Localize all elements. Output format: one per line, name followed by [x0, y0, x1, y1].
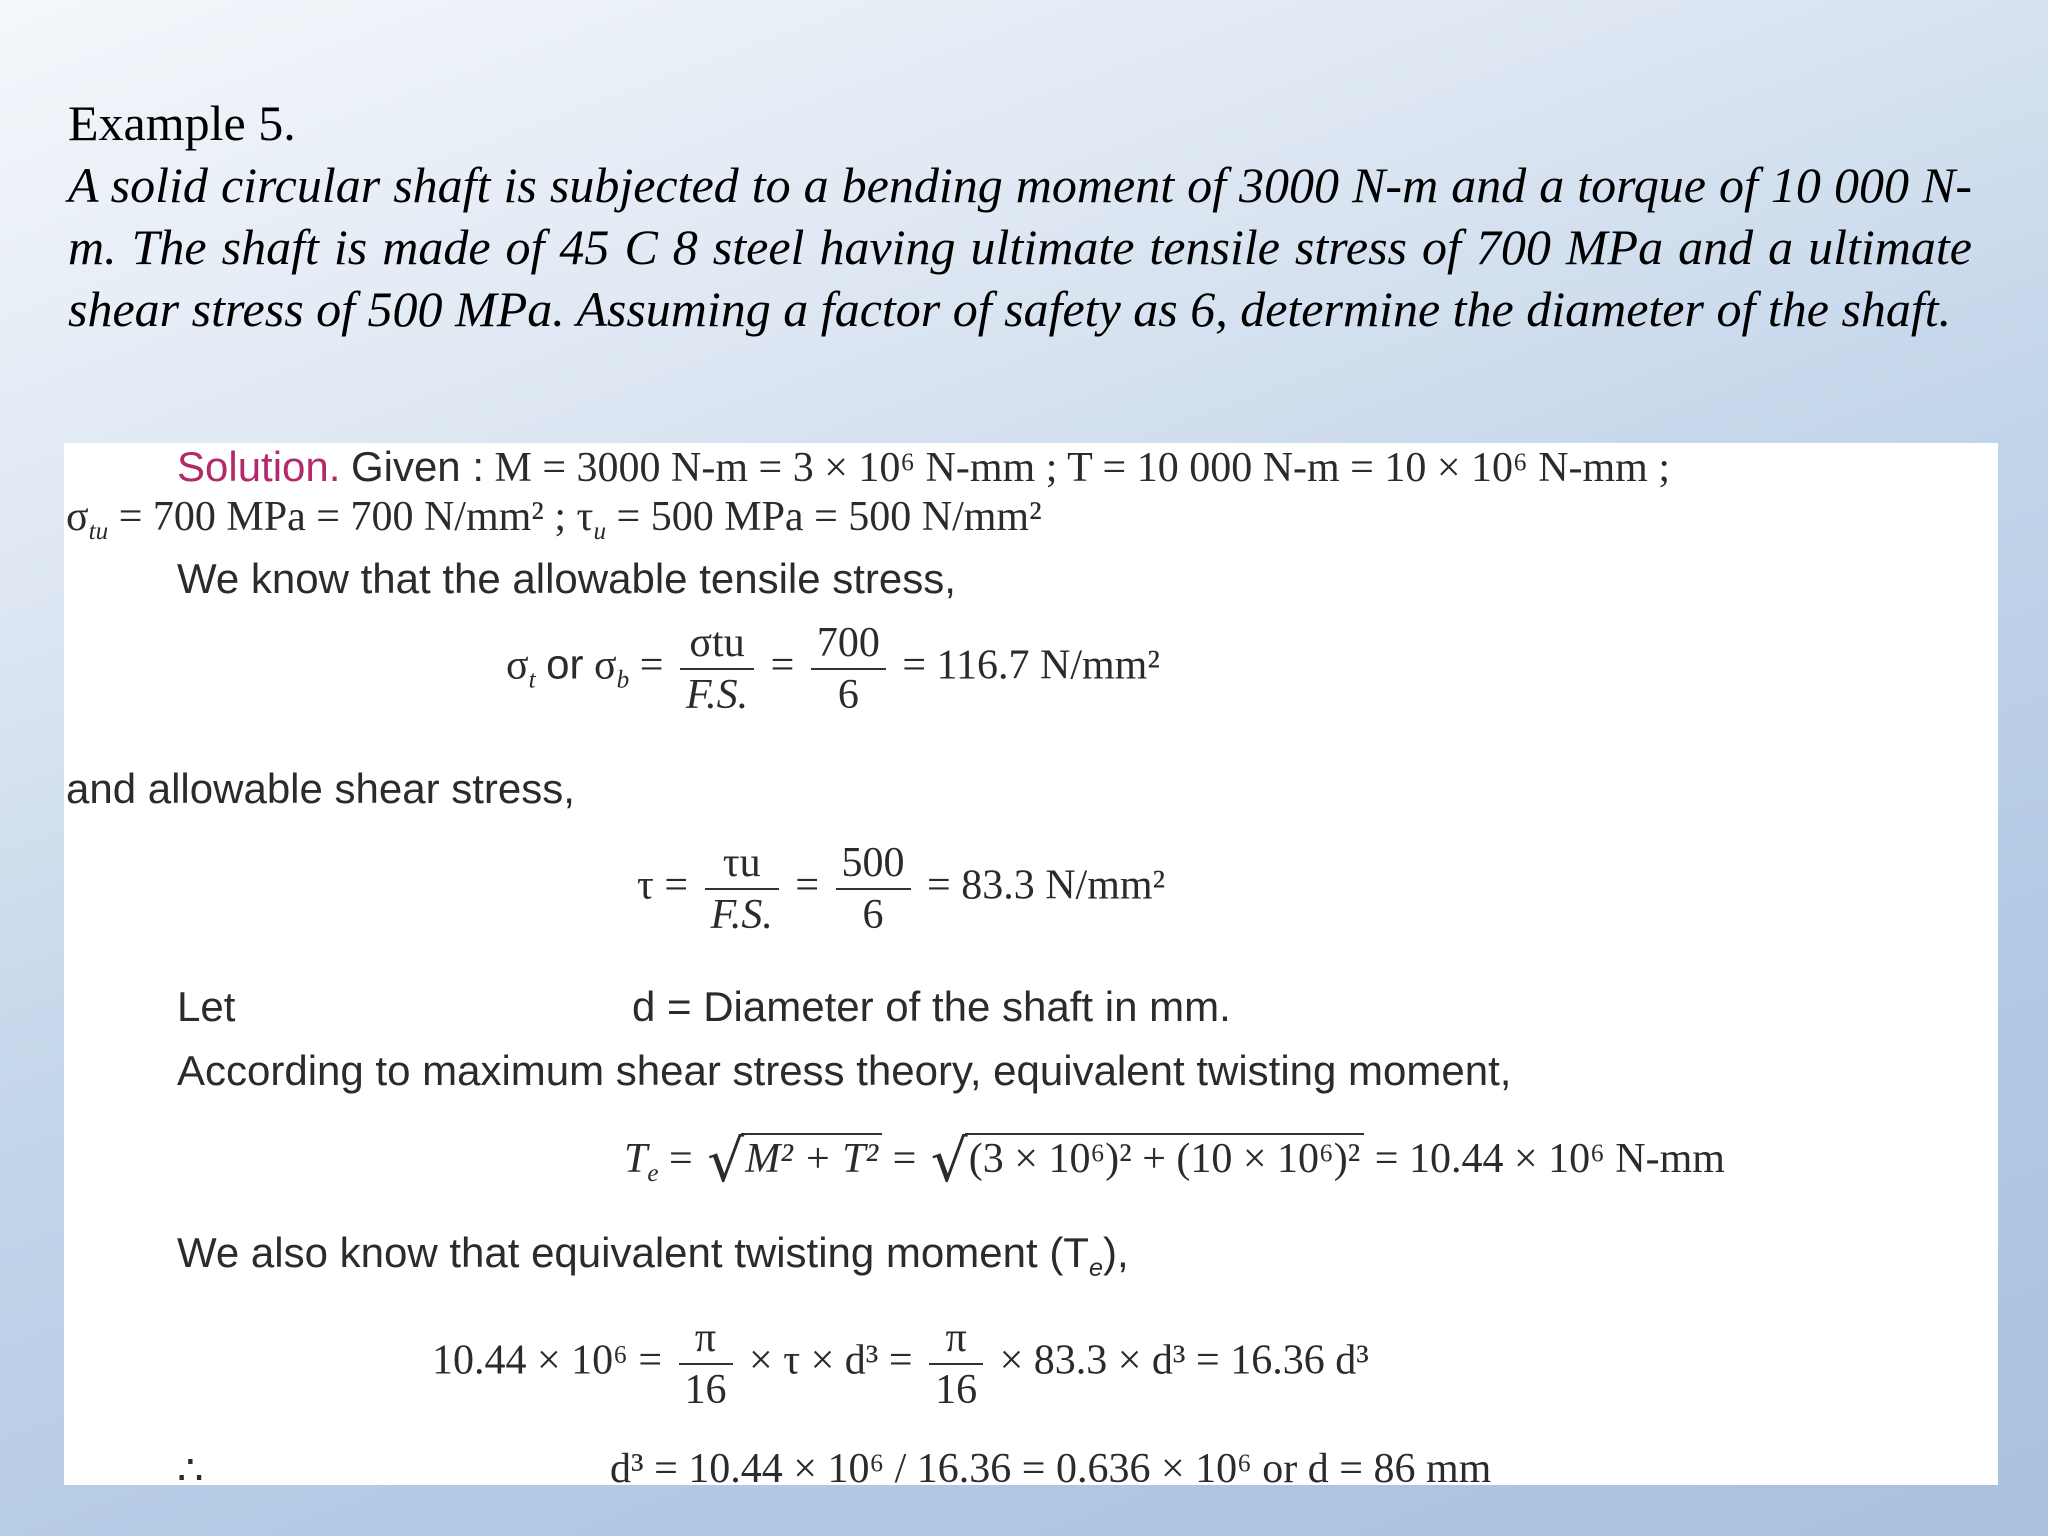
shear-equation	[637, 838, 1165, 940]
eq1-lhs: σ	[506, 642, 529, 689]
eq4-frac2-den: 16	[935, 1367, 978, 1413]
eq4-tail: × 83.3 × d³ = 16.36 d³	[999, 1337, 1369, 1384]
also-text: We also know that equivalent twisting moment (T	[177, 1229, 1089, 1276]
stress-values: = 700 MPa = 700 N/mm² ; τ	[118, 494, 594, 540]
let-definition: d = Diameter of the shaft in mm.	[632, 983, 1231, 1030]
eq2-equals: =	[664, 862, 689, 909]
eq2-fraction-1	[705, 838, 779, 940]
eq2-frac2-den: 6	[862, 892, 884, 938]
eq4-equals: =	[638, 1337, 663, 1384]
solution-image	[64, 443, 1998, 1485]
therefore-symbol: ∴	[177, 1448, 204, 1485]
eq4-frac1-num: π	[679, 1313, 733, 1365]
allowable-shear-line: and allowable shear stress,	[66, 765, 575, 812]
eq3-equals: =	[669, 1136, 693, 1182]
also-tail: ),	[1102, 1229, 1129, 1276]
given-word: Given :	[350, 443, 485, 490]
solution-label: Solution.	[177, 443, 341, 490]
given-line	[177, 443, 1670, 492]
eq3-sqrt-1: √ M² + T²	[707, 1133, 882, 1183]
eq1-sub-t: t	[528, 666, 536, 694]
also-line	[177, 1229, 1129, 1283]
eq4-mid: × τ × d³ =	[749, 1337, 913, 1384]
eq3-sqrt-2: √ (3 × 10⁶)² + (10 × 10⁶)²	[931, 1133, 1364, 1183]
tensile-equation	[506, 618, 1160, 720]
diameter-equation	[432, 1313, 1369, 1415]
eq4-frac1-den: 16	[684, 1367, 727, 1413]
eq1-or: or	[546, 640, 584, 688]
eq3-equals-2: =	[892, 1136, 917, 1182]
eq2-lhs: τ	[637, 862, 654, 909]
eq2-equals-2: =	[795, 862, 820, 909]
eq4-fraction-2	[929, 1313, 983, 1415]
eq1-equals: =	[639, 642, 664, 689]
eq1-equals-2: =	[770, 642, 795, 689]
stress-line	[66, 493, 1042, 546]
eq2-frac2-num: 500	[836, 838, 911, 890]
equivalent-moment-equation	[624, 1127, 1725, 1195]
eq1-result: = 116.7 N/mm²	[902, 642, 1160, 689]
problem-statement	[68, 92, 1972, 340]
let-label: Let	[177, 983, 236, 1030]
sigma-symbol: σ	[66, 494, 89, 540]
eq2-frac1-den: F.S.	[710, 892, 773, 938]
eq1-fraction-1	[680, 618, 754, 720]
eq4-fraction-1	[679, 1313, 733, 1415]
eq3-sqrt2-body: (3 × 10⁶)² + (10 × 10⁶)²	[965, 1133, 1364, 1183]
also-sub: e	[1088, 1253, 1103, 1282]
eq3-sqrt1-body: M² + T²	[741, 1133, 882, 1183]
eq1-fraction-2	[811, 618, 886, 720]
allowable-tensile-line: We know that the allowable tensile stress,	[177, 555, 956, 602]
eq1-frac2-den: 6	[837, 672, 859, 718]
eq3-result: = 10.44 × 10⁶ N-mm	[1374, 1136, 1725, 1182]
final-result: d³ = 10.44 × 10⁶ / 16.36 = 0.636 × 10⁶ or d = 86 mm	[610, 1446, 1492, 1485]
eq3-lhs-sub: e	[647, 1159, 659, 1187]
stress-values-tail: = 500 MPa = 500 N/mm²	[616, 494, 1042, 540]
eq1-frac2-num: 700	[811, 618, 886, 670]
problem-text: A solid circular shaft is subjected to a bending moment of 3000 N-m and a torque of 10 000 N-m. The shaft is made of 45 C 8 steel having ultimate tensile stress of 700 MPa and a ultimate shear stress of 500 MPa. Assuming a factor of safety as 6, determine the diameter of the shaft.	[68, 157, 1972, 337]
eq4-lhs: 10.44 × 10⁶	[432, 1337, 628, 1384]
eq2-fraction-2	[836, 838, 911, 940]
eq4-frac2-num: π	[929, 1313, 983, 1365]
eq1-lhs-2: σ	[594, 642, 617, 689]
eq1-sub-b: b	[616, 666, 630, 694]
tau-subscript: u	[593, 517, 607, 545]
theory-line: According to maximum shear stress theory, equivalent twisting moment,	[177, 1047, 1512, 1094]
eq3-lhs: T	[624, 1136, 648, 1182]
eq1-frac1-num: σtu	[680, 618, 754, 670]
example-heading: Example 5.	[68, 95, 296, 151]
eq2-frac1-num: τu	[705, 838, 779, 890]
sigma-subscript: tu	[88, 517, 109, 545]
eq2-result: = 83.3 N/mm²	[927, 862, 1166, 909]
given-values: M = 3000 N-m = 3 × 10⁶ N-mm ; T = 10 000 N-m = 10 × 10⁶ N-mm ;	[494, 445, 1671, 491]
eq1-frac1-den: F.S.	[685, 672, 749, 718]
